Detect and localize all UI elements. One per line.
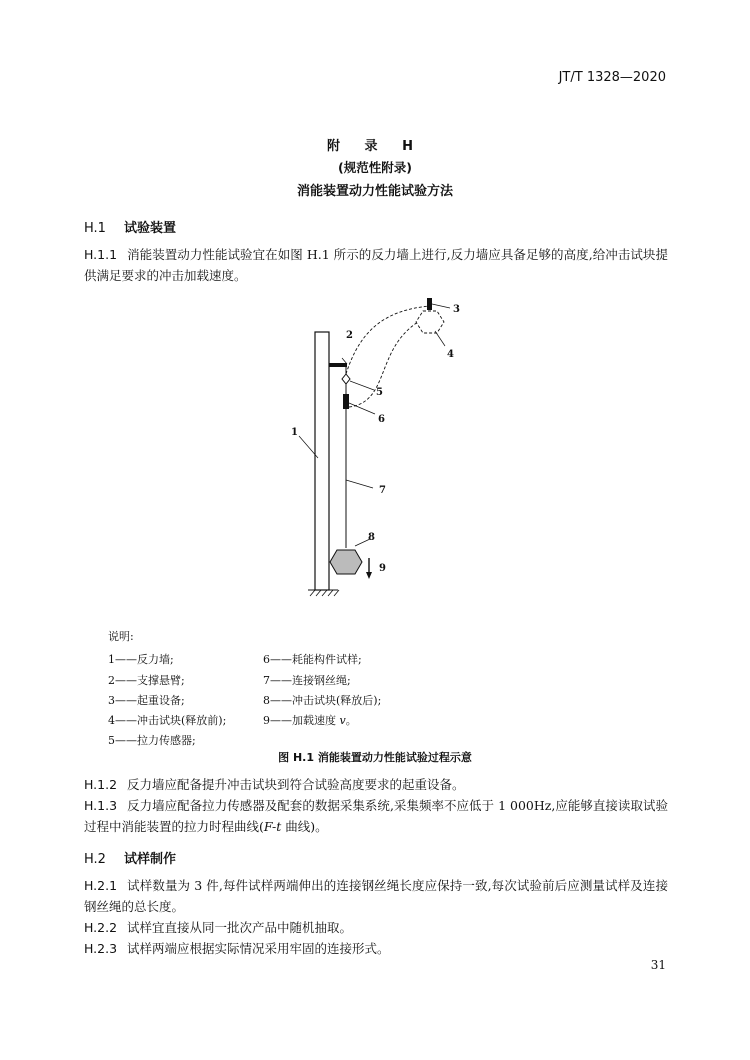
ground-hatch bbox=[310, 590, 339, 596]
impact-block-before bbox=[416, 311, 444, 333]
figure-caption: 图 H.1 消能装置动力性能试验过程示意 bbox=[278, 751, 472, 764]
reaction-wall bbox=[315, 332, 329, 590]
label-7: 7 bbox=[379, 485, 386, 496]
label-8: 8 bbox=[368, 532, 375, 543]
label-6: 6 bbox=[378, 414, 385, 425]
label-9: 9 bbox=[379, 563, 386, 574]
paragraph-h1-1 bbox=[84, 244, 668, 286]
clause-number: H.2.2 bbox=[84, 920, 118, 935]
clause-text: 试样数量为 3 件,每件试样两端伸出的连接钢丝绳长度应保持一致,每次试验前后应测量试样及连接钢丝绳的总长度。 bbox=[84, 878, 668, 914]
section-title: 试验装置 bbox=[124, 221, 177, 236]
legend-item-2: 2——支撑悬臂; bbox=[108, 674, 185, 687]
legend-heading: 说明: bbox=[108, 630, 134, 643]
appendix-normative: (规范性附录) bbox=[338, 160, 412, 175]
label-2: 2 bbox=[346, 330, 353, 341]
legend-item-7: 7——连接钢丝绳; bbox=[263, 674, 351, 687]
paragraph-h1-2 bbox=[84, 774, 668, 795]
clause-number: H.2.3 bbox=[84, 941, 118, 956]
paragraph-h1-3: H.1.3 反力墙应配备拉力传感器及配套的数据采集系统,采集频率不应低于 1 000Hz,应能够直接读取试验过程中消能装置的拉力时程曲线(F-t 曲线)。 bbox=[84, 798, 668, 834]
legend-item-5: 5——拉力传感器; bbox=[108, 734, 196, 747]
support-cantilever bbox=[329, 363, 347, 367]
legend-item-3: 3——起重设备; bbox=[108, 694, 185, 707]
section-title: 试样制作 bbox=[124, 852, 177, 867]
paragraph-h2-1 bbox=[84, 875, 668, 917]
appendix-label: 附 录 H bbox=[327, 139, 423, 154]
legend-item-8: 8——冲击试块(释放后); bbox=[263, 694, 382, 707]
clause-text: 反力墙应配备拉力传感器及配套的数据采集系统,采集频率不应低于 1 000Hz,应能够直接读取试验过程中消能装置的拉力时程曲线( bbox=[84, 798, 668, 834]
page-number: 31 bbox=[650, 958, 666, 972]
clause-number: H.1.3 bbox=[84, 798, 118, 813]
label-1: 1 bbox=[291, 427, 298, 438]
legend-item-6: 6——耗能构件试样; bbox=[263, 653, 362, 666]
clause-number: H.2.1 bbox=[84, 878, 118, 893]
figure-h1-diagram bbox=[280, 290, 480, 610]
section-h2-heading bbox=[84, 848, 176, 867]
clause-number: H.1.2 bbox=[84, 777, 118, 792]
legend-item-1: 1——反力墙; bbox=[108, 653, 174, 666]
clause-number: H.1.1 bbox=[84, 247, 118, 262]
section-number: H.2 bbox=[84, 852, 106, 867]
standard-number: JT/T 1328—2020 bbox=[558, 70, 666, 85]
paragraph-h2-2 bbox=[84, 917, 668, 938]
energy-specimen bbox=[343, 394, 349, 409]
section-number: H.1 bbox=[84, 221, 106, 236]
label-5: 5 bbox=[376, 387, 383, 398]
clause-text: 消能装置动力性能试验宜在如图 H.1 所示的反力墙上进行,反力墙应具备足够的高度,给冲击试块提供满足要求的冲击加载速度。 bbox=[84, 247, 668, 283]
legend-item-9: 9——加载速度 v。 bbox=[263, 714, 357, 727]
dashed-rope-upper bbox=[346, 306, 430, 374]
paragraph-h2-3 bbox=[84, 938, 668, 959]
lifting-equipment bbox=[427, 298, 432, 310]
label-3: 3 bbox=[453, 304, 460, 315]
clause-text: 试样宜直接从同一批次产品中随机抽取。 bbox=[127, 920, 353, 935]
clause-italic: F-t bbox=[263, 819, 282, 834]
clause-text: 反力墙应配备提升冲击试块到符合试验高度要求的起重设备。 bbox=[127, 777, 465, 792]
appendix-title: 消能装置动力性能试验方法 bbox=[296, 184, 453, 199]
tension-sensor bbox=[342, 374, 350, 384]
section-h1-heading bbox=[84, 217, 176, 236]
label-4: 4 bbox=[447, 349, 454, 360]
dashed-rope-lower bbox=[349, 322, 418, 407]
impact-block-after bbox=[330, 550, 362, 574]
legend-item-4: 4——冲击试块(释放前); bbox=[108, 714, 227, 727]
clause-text: 试样两端应根据实际情况采用牢固的连接形式。 bbox=[127, 941, 390, 956]
